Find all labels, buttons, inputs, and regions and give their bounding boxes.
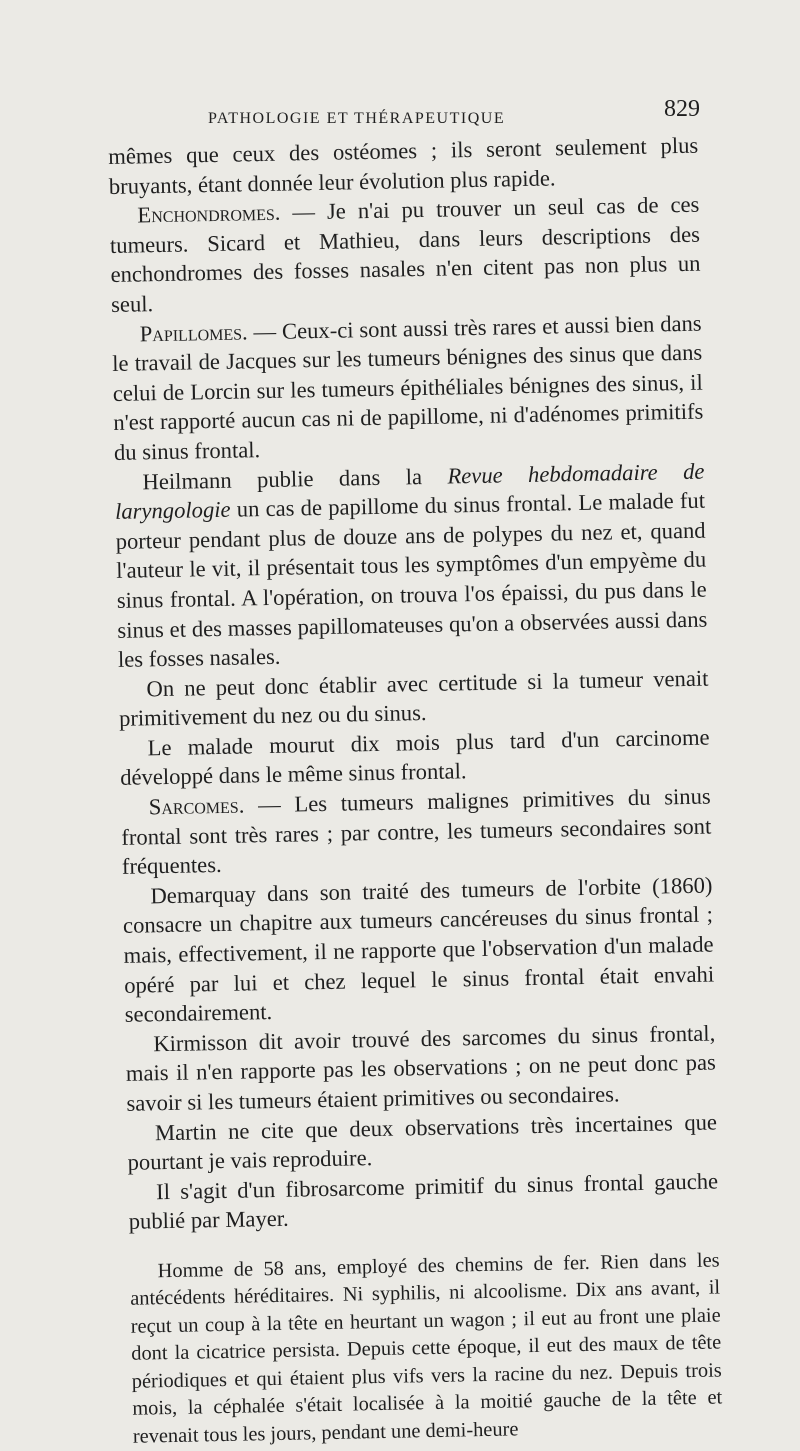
- paragraph-certitude: On ne peut donc établir avec certitude si la tumeur venait primitivement du nez ou du sinus.: [118, 665, 709, 732]
- journal-title: Revue hebdomadaire de laryngologie: [114, 458, 705, 525]
- paragraph-demarquay: Demarquay dans son traité des tumeurs de l'orbite (1860) consacre un chapitre aux tumeurs cancéreuses du sinus frontal ; mais, effectivement, il ne rapporte que l'observation d'un malade opéré par lui et chez lequel le sinus frontal était envahi secondairement.: [122, 872, 715, 1028]
- page-number: 829: [664, 96, 700, 122]
- running-head: PATHOLOGIE ET THÉRAPEUTIQUE: [208, 110, 506, 127]
- paragraph-malade-mourut: Le malade mourut dix mois plus tard d'un carcinome développé dans le même sinus frontal.: [119, 724, 710, 791]
- paragraph-sarcomes: [120, 782, 712, 882]
- paragraph-fibrosarcome: Il s'agit d'un fibrosarcome primitif du sinus frontal gauche publié par Mayer.: [128, 1168, 719, 1235]
- paragraph-papillomes-text: — Ceux-ci sont aussi très rares et aussi bien dans le travail de Jacques sur les tumeurs bénignes des sinus que dans celui de Lorcin sur les tumeurs épithéliales bénignes des sinus, il n'est rapporté aucun cas ni de papillome, ni d'adénomes primitifs du sinus frontal.: [112, 310, 704, 465]
- paragraph-sarcomes-text: — Les tumeurs malignes primitives du sinus frontal sont très rares ; par contre, les tumeurs secondaires sont fréquentes.: [121, 783, 712, 880]
- paragraph-enchondromes: [109, 190, 701, 320]
- section-heading-enchondromes: Enchondromes.: [137, 199, 281, 228]
- section-heading-papillomes: Papillomes.: [139, 318, 248, 346]
- case-report-paragraph: Homme de 58 ans, employé des chemins de fer. Rien dans les antécédents héréditaires. Ni syphilis, ni alcoolisme. Dix ans avant, il reçut un coup à la tête en heurtant un wagon ; il eut au front une plaie dont la cicatrice persista. Depuis cette époque, il eut des maux de tête périodiques et qui étaient plus vifs vers la racine du nez. Depuis trois mois, la céphalée s'était localisée à la moitié gauche de la tête et revenait tous les jours, pendant une demi-heure: [130, 1249, 723, 1448]
- paragraph-enchondromes-text: — Je n'ai pu trouver un seul cas de ces tumeurs. Sicard et Mathieu, dans leurs descriptions des enchondromes des fosses nasales n'en citent pas non plus un seul.: [109, 191, 701, 317]
- section-heading-sarcomes: Sarcomes.: [148, 792, 245, 820]
- heilmann-text-before: Heilmann publie dans la: [142, 463, 448, 494]
- paragraph-martin: Martin ne cite que deux observations très incertaines que pourtant je vais reproduire.: [127, 1109, 718, 1175]
- text-body: [108, 131, 723, 1451]
- paragraph-papillomes: [111, 308, 704, 467]
- heilmann-text-after: un cas de papillome du sinus frontal. Le malade fut porteur pendant plus de douze ans de polypes du nez et, quand l'auteur le vit, il présentait tous les symptômes d'un empyème du sinus frontal. A l'opération, on trouva l'os épaissi, du pus dans le sinus et des masses papillomateuses qu'on a observées aussi dans les fosses nasales.: [115, 487, 708, 672]
- paragraph-heilmann: [114, 456, 708, 674]
- page-header: [108, 96, 700, 130]
- paragraph-osteomes-end: mêmes que ceux des ostéomes ; ils seront seulement plus bruyants, étant donnée leur évolution plus rapide.: [108, 132, 699, 199]
- paragraph-kirmisson: Kirmisson dit avoir trouvé des sarcomes du sinus frontal, mais il n'en rapporte pas les observations ; on ne peut donc pas savoir si les tumeurs étaient primitives ou secondaires.: [125, 1020, 717, 1116]
